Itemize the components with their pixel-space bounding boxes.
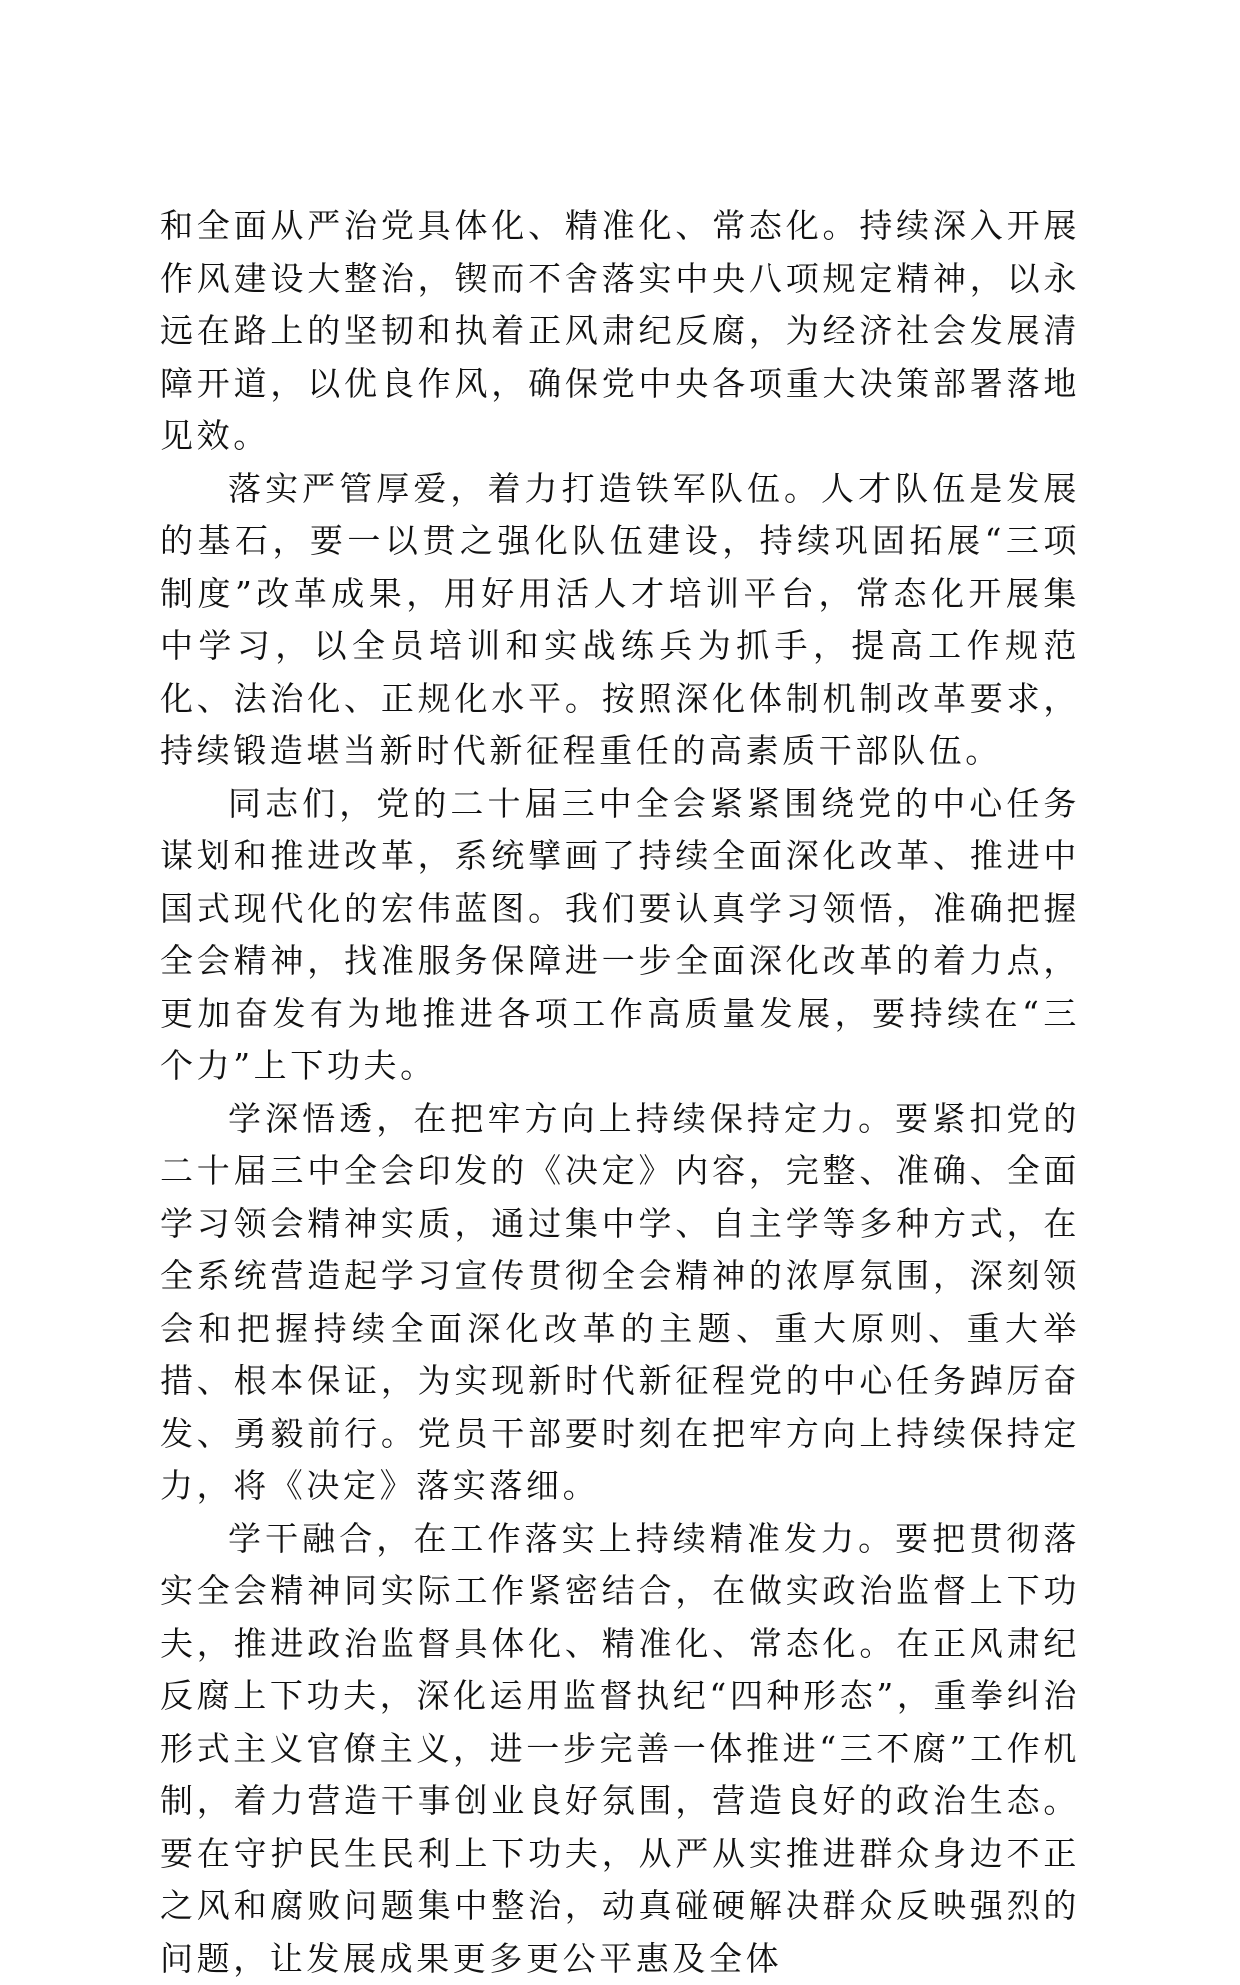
paragraph-study-direction: 学深悟透，在把牢方向上持续保持定力。要紧扣党的二十届三中全会印发的《决定》内容，完整、准确、全面学习领会精神实质，通过集中学、自主学等多种方式，在全系统营造起学习宣传贯彻全会精神的浓厚氛围，深刻领会和把握持续全面深化改革的主题、重大原则、重大举措、根本保证，为实现新时代新征程党的中心任务踔厉奋发、勇毅前行。党员干部要时刻在把牢方向上持续保持定力，将《决定》落实落细。 [160, 1093, 1080, 1513]
paragraph-team-building: 落实严管厚爱，着力打造铁军队伍。人才队伍是发展的基石，要一以贯之强化队伍建设，持续巩固拓展“三项制度”改革成果，用好用活人才培训平台，常态化开展集中学习，以全员培训和实战练兵为抓手，提高工作规范化、法治化、正规化水平。按照深化体制机制改革要求，持续锻造堪当新时代新征程重任的高素质干部队伍。 [160, 463, 1080, 778]
paragraph-plenary-session: 同志们，党的二十届三中全会紧紧围绕党的中心任务谋划和推进改革，系统擘画了持续全面深化改革、推进中国式现代化的宏伟蓝图。我们要认真学习领悟，准确把握全会精神，找准服务保障进一步全面深化改革的着力点，更加奋发有为地推进各项工作高质量发展，要持续在“三个力”上下功夫。 [160, 778, 1080, 1093]
paragraph-continued: 和全面从严治党具体化、精准化、常态化。持续深入开展作风建设大整治，锲而不舍落实中央八项规定精神，以永远在路上的坚韧和执着正风肃纪反腐，为经济社会发展清障开道，以优良作风，确保党中央各项重大决策部署落地见效。 [160, 200, 1080, 463]
document-body [160, 200, 1080, 1985]
paragraph-work-implementation: 学干融合，在工作落实上持续精准发力。要把贯彻落实全会精神同实际工作紧密结合，在做实政治监督上下功夫，推进政治监督具体化、精准化、常态化。在正风肃纪反腐上下功夫，深化运用监督执纪“四种形态”，重拳纠治形式主义官僚主义，进一步完善一体推进“三不腐”工作机制，着力营造干事创业良好氛围，营造良好的政治生态。要在守护民生民利上下功夫，从严从实推进群众身边不正之风和腐败问题集中整治，动真碰硬解决群众反映强烈的问题，让发展成果更多更公平惠及全体 [160, 1513, 1080, 1985]
